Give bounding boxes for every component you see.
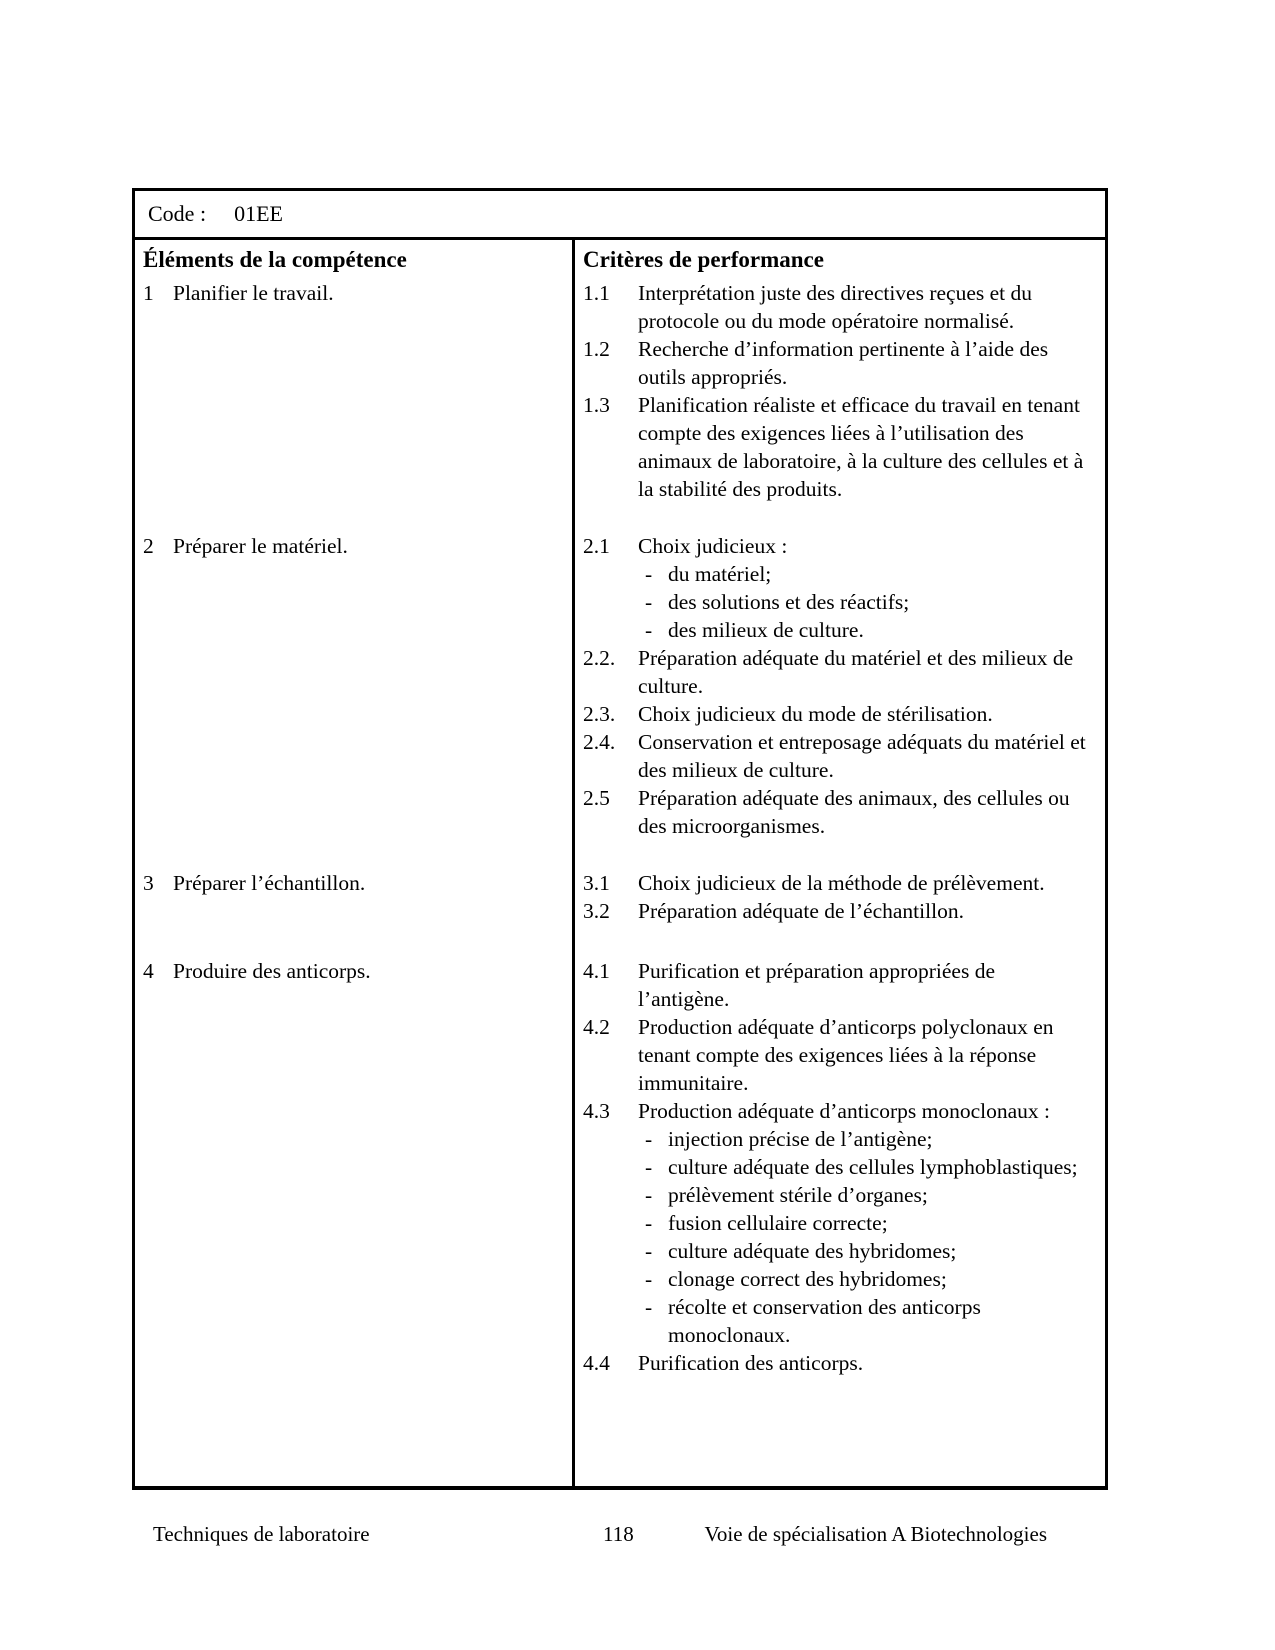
bullet-item <box>575 560 1105 588</box>
footer-document-title: Techniques de laboratoire <box>153 1522 370 1546</box>
bullet-text: du matériel; <box>668 562 772 586</box>
bullet-dash: - <box>645 1267 653 1291</box>
criterion-text: Interprétation juste des directives reçues et du protocole ou du mode opératoire normalisé. <box>638 281 1033 333</box>
bullet-item <box>575 616 1105 644</box>
footer-section-title: Voie de spécialisation A Biotechnologies <box>704 1522 1047 1546</box>
bullet-dash: - <box>645 1127 653 1151</box>
table-header-row <box>135 246 1105 274</box>
code-row <box>135 191 1105 240</box>
criterion-number: 3.2 <box>583 899 610 923</box>
criterion-text: Conservation et entreposage adéquats du matériel et des milieux de culture. <box>638 730 1086 782</box>
bullet-text: culture adéquate des hybridomes; <box>668 1239 957 1263</box>
competence-cell <box>135 957 575 985</box>
competence-text: Produire des anticorps. <box>173 959 371 983</box>
criteria-cell <box>575 957 1105 1377</box>
bullet-dash: - <box>645 562 653 586</box>
criteria-cell <box>575 869 1105 925</box>
bullet-item <box>575 1265 1105 1293</box>
competence-item <box>135 532 561 560</box>
criterion-number: 2.5 <box>583 786 610 810</box>
competence-text: Préparer le matériel. <box>173 534 348 558</box>
bullet-dash: - <box>645 590 653 614</box>
criterion-item <box>575 700 1105 728</box>
competence-text: Préparer l’échantillon. <box>173 871 366 895</box>
bullet-dash: - <box>645 1295 653 1319</box>
criterion-text: Production adéquate d’anticorps monoclonaux : <box>638 1099 1050 1123</box>
criterion-item <box>575 897 1105 925</box>
bullet-dash: - <box>645 1239 653 1263</box>
criterion-number: 3.1 <box>583 871 610 895</box>
code-label: Code : <box>148 201 207 226</box>
criterion-item <box>575 532 1105 560</box>
competence-item <box>135 957 561 985</box>
criterion-number: 2.1 <box>583 534 610 558</box>
criterion-number: 4.2 <box>583 1015 610 1039</box>
competence-item <box>135 869 561 897</box>
competence-cell <box>135 532 575 560</box>
competence-number: 2 <box>143 534 154 558</box>
criterion-number: 1.3 <box>583 393 610 417</box>
bullet-text: clonage correct des hybridomes; <box>668 1267 947 1291</box>
criterion-text: Préparation adéquate des animaux, des cellules ou des microorganismes. <box>638 786 1070 838</box>
criterion-item <box>575 1349 1105 1377</box>
criterion-text: Choix judicieux de la méthode de prélèvement. <box>638 871 1045 895</box>
bullet-text: des solutions et des réactifs; <box>668 590 910 614</box>
bullet-dash: - <box>645 1211 653 1235</box>
bullet-text: injection précise de l’antigène; <box>668 1127 933 1151</box>
table-body <box>135 240 1105 1486</box>
bullet-item <box>575 1237 1105 1265</box>
table-row <box>135 532 1105 840</box>
page-footer <box>0 1522 1275 1554</box>
criterion-text: Purification des anticorps. <box>638 1351 864 1375</box>
bullet-item <box>575 588 1105 616</box>
footer-page-number: 118 <box>603 1522 634 1546</box>
criterion-text: Planification réaliste et efficace du travail en tenant compte des exigences liées à l’utilisation des animaux de laboratoire, à la culture des cellules et à la stabilité des produits. <box>638 393 1084 501</box>
criterion-item <box>575 869 1105 897</box>
bullet-text: fusion cellulaire correcte; <box>668 1211 888 1235</box>
bullet-dash: - <box>645 1183 653 1207</box>
bullet-text: culture adéquate des cellules lymphoblastiques; <box>668 1155 1078 1179</box>
competence-number: 1 <box>143 281 154 305</box>
criterion-text: Choix judicieux : <box>638 534 788 558</box>
criterion-text: Production adéquate d’anticorps polyclonaux en tenant compte des exigences liées à la réponse immunitaire. <box>638 1015 1054 1095</box>
criterion-number: 1.1 <box>583 281 610 305</box>
criterion-text: Préparation adéquate de l’échantillon. <box>638 899 964 923</box>
criterion-item <box>575 957 1105 1013</box>
criteria-cell <box>575 532 1105 840</box>
criterion-number: 4.4 <box>583 1351 610 1375</box>
criteria-cell <box>575 279 1105 503</box>
bullet-text: récolte et conservation des anticorps monoclonaux. <box>668 1295 981 1347</box>
criterion-item <box>575 1013 1105 1097</box>
column-header-elements: Éléments de la compétence <box>143 247 407 272</box>
table-row <box>135 279 1105 503</box>
bullet-item <box>575 1125 1105 1153</box>
criterion-number: 1.2 <box>583 337 610 361</box>
criterion-number: 2.4. <box>583 730 616 754</box>
criterion-number: 2.3. <box>583 702 616 726</box>
criterion-text: Choix judicieux du mode de stérilisation. <box>638 702 993 726</box>
criterion-item <box>575 784 1105 840</box>
column-header-criteria: Critères de performance <box>583 247 824 272</box>
code-value: 01EE <box>234 201 283 226</box>
table-row <box>135 869 1105 925</box>
bullet-item <box>575 1293 1105 1349</box>
competence-item <box>135 279 561 307</box>
competence-number: 4 <box>143 959 154 983</box>
competence-cell <box>135 279 575 307</box>
competency-table <box>132 188 1108 1490</box>
criterion-number: 4.3 <box>583 1099 610 1123</box>
competence-number: 3 <box>143 871 154 895</box>
criterion-item <box>575 279 1105 335</box>
bullet-item <box>575 1153 1105 1181</box>
criterion-text: Recherche d’information pertinente à l’aide des outils appropriés. <box>638 337 1049 389</box>
bullet-item <box>575 1181 1105 1209</box>
criterion-number: 4.1 <box>583 959 610 983</box>
bullet-item <box>575 1209 1105 1237</box>
criterion-item <box>575 644 1105 700</box>
criterion-text: Purification et préparation appropriées de l’antigène. <box>638 959 995 1011</box>
criterion-item <box>575 335 1105 391</box>
competence-cell <box>135 869 575 897</box>
bullet-text: prélèvement stérile d’organes; <box>668 1183 928 1207</box>
criterion-item <box>575 728 1105 784</box>
competence-text: Planifier le travail. <box>173 281 334 305</box>
criterion-item <box>575 391 1105 503</box>
criterion-text: Préparation adéquate du matériel et des milieux de culture. <box>638 646 1074 698</box>
bullet-text: des milieux de culture. <box>668 618 864 642</box>
criterion-number: 2.2. <box>583 646 616 670</box>
table-row <box>135 957 1105 1377</box>
criterion-item <box>575 1097 1105 1125</box>
bullet-dash: - <box>645 1155 653 1179</box>
bullet-dash: - <box>645 618 653 642</box>
